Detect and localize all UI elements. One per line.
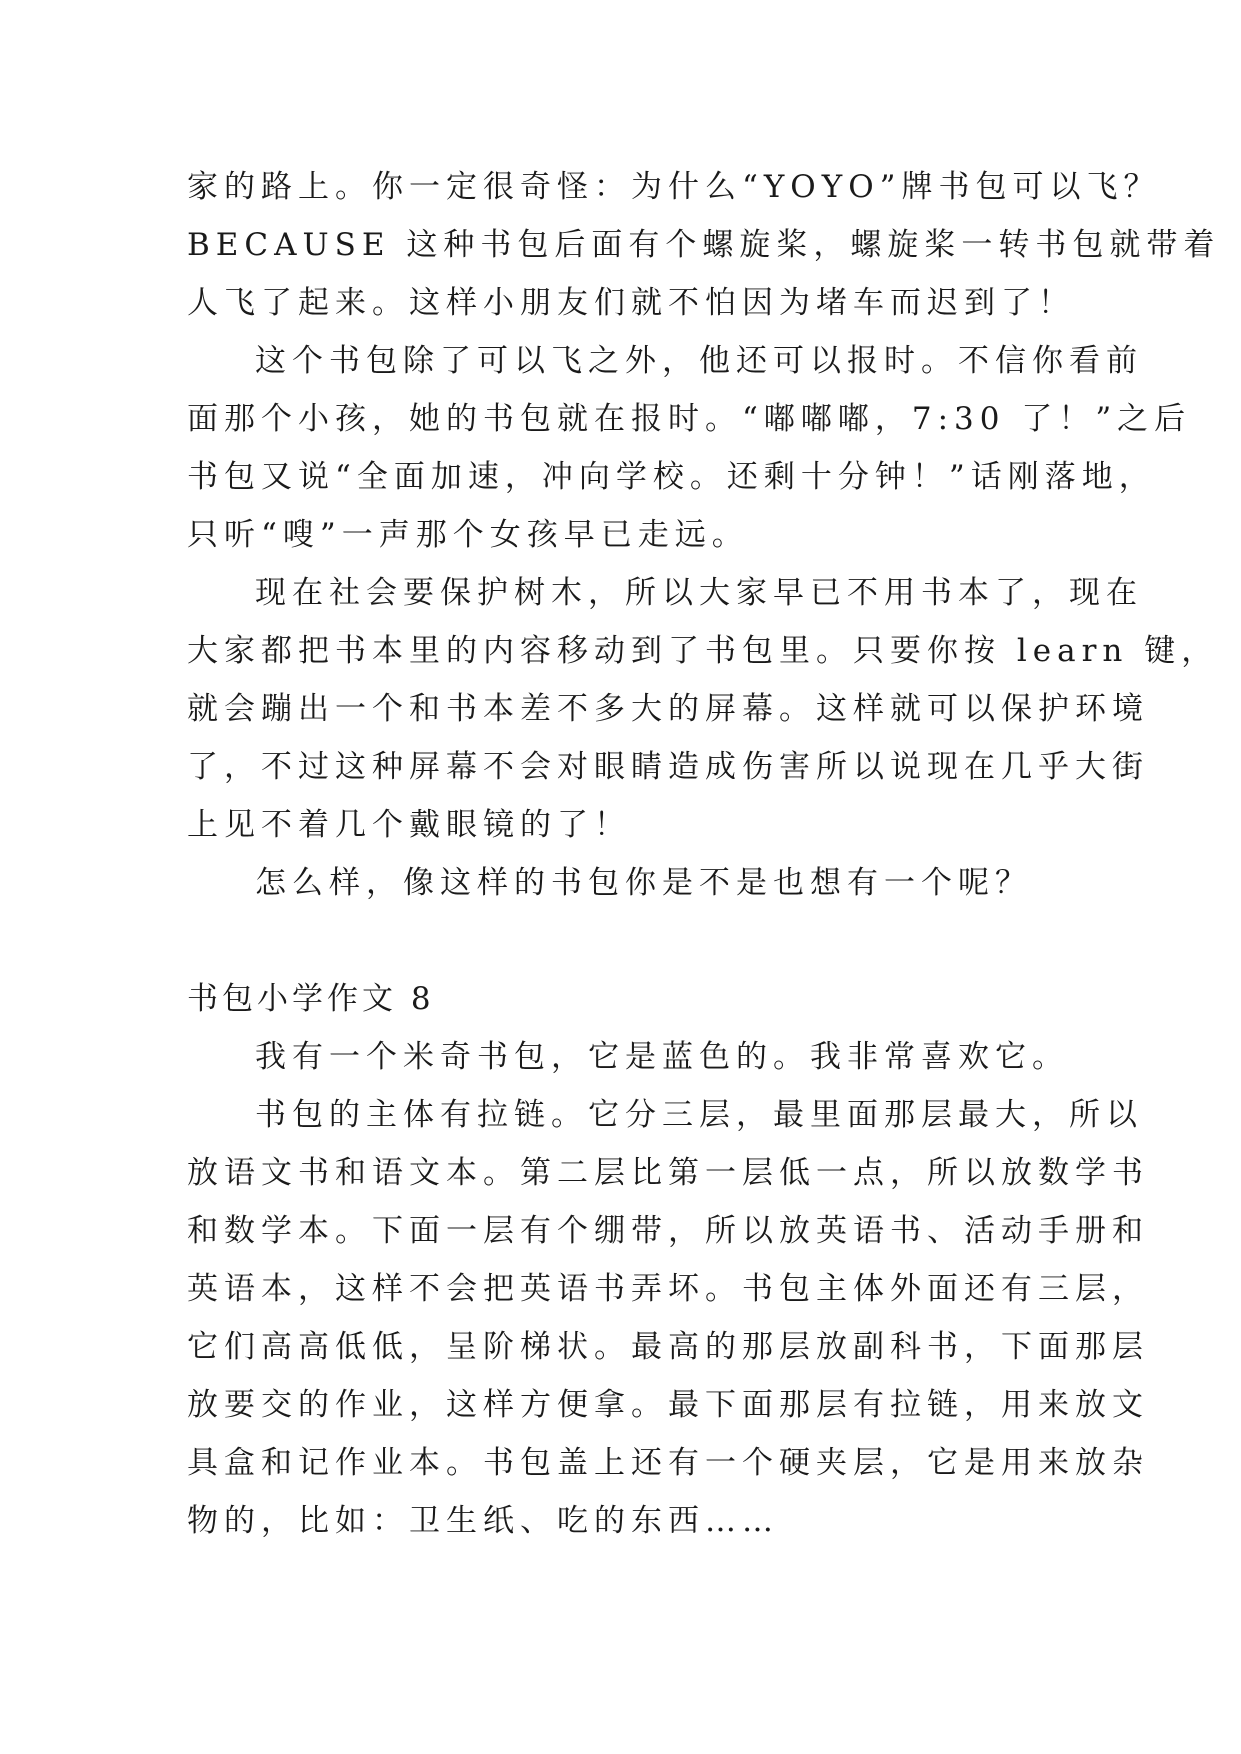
text-line: 物的，比如：卫生纸、吃的东西……	[187, 1503, 779, 1539]
text-line: 书包的主体有拉链。它分三层，最里面那层最大，所以	[255, 1097, 1143, 1133]
text-line: 它们高高低低，呈阶梯状。最高的那层放副科书，下面那层	[187, 1329, 1149, 1365]
text-line: 家的路上。你一定很奇怪：为什么“YOYO”牌书包可以飞？	[187, 169, 1161, 205]
text-line: 怎么样，像这样的书包你是不是也想有一个呢？	[255, 865, 1032, 901]
text-line: 面那个小孩，她的书包就在报时。“嘟嘟嘟，7:30 了！”之后	[187, 401, 1192, 437]
text-line: 上见不着几个戴眼镜的了！	[187, 807, 631, 843]
text-line: 现在社会要保护树木，所以大家早已不用书本了，现在	[255, 575, 1143, 611]
text-line: 就会蹦出一个和书本差不多大的屏幕。这样就可以保护环境	[187, 691, 1149, 727]
text-line: 英语本，这样不会把英语书弄坏。书包主体外面还有三层，	[187, 1271, 1149, 1307]
text-line: 我有一个米奇书包，它是蓝色的。我非常喜欢它。	[255, 1039, 1069, 1075]
text-line: 这个书包除了可以飞之外，他还可以报时。不信你看前	[255, 343, 1143, 379]
paragraph	[187, 158, 1221, 332]
text-line: 放要交的作业，这样方便拿。最下面那层有拉链，用来放文	[187, 1387, 1149, 1423]
text-line: 书包又说“全面加速，冲向学校。还剩十分钟！”话刚落地，	[187, 459, 1156, 495]
text-line: 具盒和记作业本。书包盖上还有一个硬夹层，它是用来放杂	[187, 1445, 1149, 1481]
text-line: 了，不过这种屏幕不会对眼睛造成伤害所以说现在几乎大街	[187, 749, 1149, 785]
text-line: 大家都把书本里的内容移动到了书包里。只要你按 learn 键，	[187, 633, 1219, 669]
paragraph	[187, 332, 1192, 564]
section-title: 书包小学作文 8	[187, 981, 435, 1017]
section-spacer	[187, 912, 1057, 970]
text-line: 只听“嗖”一声那个女孩早已走远。	[187, 517, 749, 553]
paragraph	[187, 854, 1057, 912]
text-line: 放语文书和语文本。第二层比第一层低一点，所以放数学书	[187, 1155, 1149, 1191]
text-line: 人飞了起来。这样小朋友们就不怕因为堵车而迟到了！	[187, 285, 1075, 321]
paragraph	[187, 1086, 1149, 1550]
paragraph	[187, 564, 1219, 854]
document-page	[187, 158, 1221, 1550]
text-line: BECAUSE 这种书包后面有个螺旋桨，螺旋桨一转书包就带着	[187, 227, 1221, 263]
text-line: 和数学本。下面一层有个绷带，所以放英语书、活动手册和	[187, 1213, 1149, 1249]
paragraph	[187, 1028, 1069, 1086]
